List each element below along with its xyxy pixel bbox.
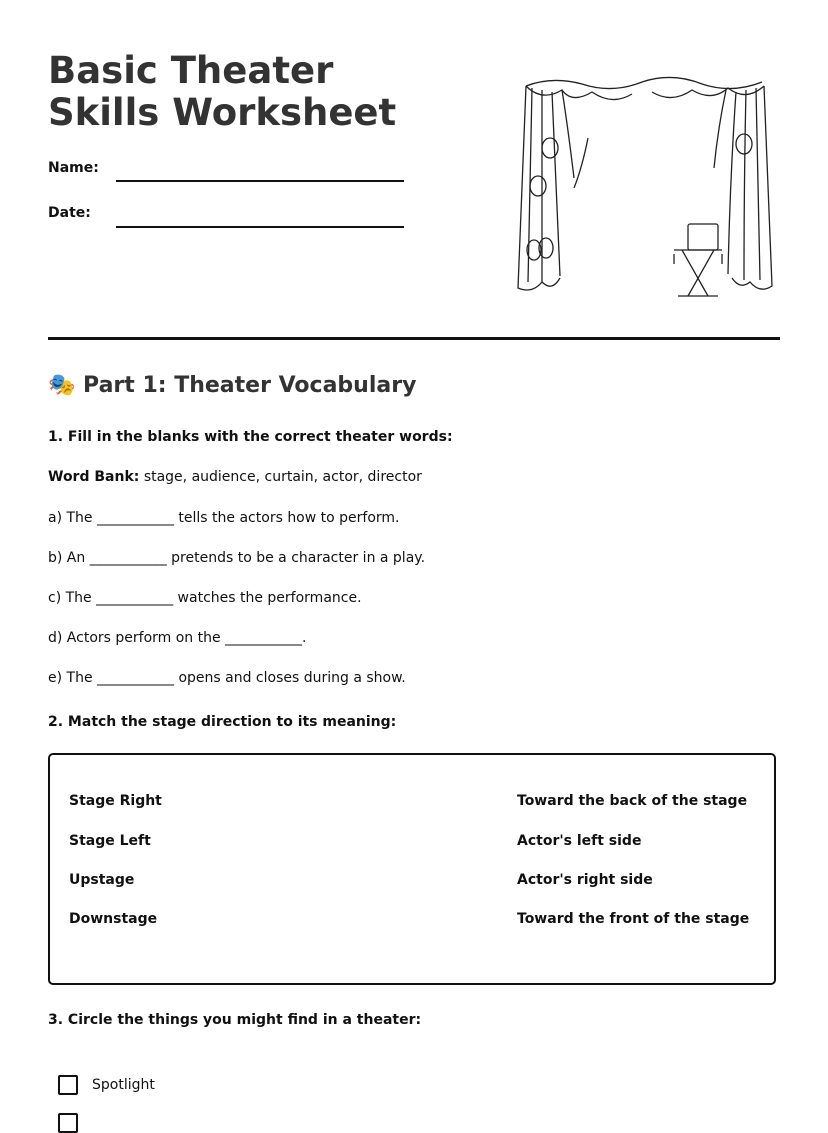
match-right-item[interactable]: Toward the front of the stage xyxy=(517,911,750,927)
checklist-item[interactable] xyxy=(58,1075,155,1095)
fill-blank-b[interactable]: b) An ___________ pretends to be a character in a play. xyxy=(48,550,426,566)
match-left-item[interactable]: Upstage xyxy=(69,872,135,888)
question-3-heading: 3. Circle the things you might find in a theater: xyxy=(48,1012,422,1028)
match-left-item[interactable]: Downstage xyxy=(69,911,158,927)
part1-heading-text: 🎭 Part 1: Theater Vocabulary xyxy=(48,373,417,398)
fill-blank-e[interactable]: e) The ___________ opens and closes during a show. xyxy=(48,670,406,686)
name-field[interactable] xyxy=(116,180,404,182)
match-left-item[interactable]: Stage Right xyxy=(69,793,162,809)
fill-blank-c[interactable]: c) The ___________ watches the performance. xyxy=(48,590,362,606)
word-bank xyxy=(48,469,422,485)
date-field[interactable] xyxy=(116,226,404,228)
page-title: Basic Theater Skills Worksheet xyxy=(48,49,397,134)
fill-blank-d[interactable]: d) Actors perform on the ___________. xyxy=(48,630,307,646)
question-1-heading: 1. Fill in the blanks with the correct theater words: xyxy=(48,429,453,445)
checkbox[interactable] xyxy=(58,1075,78,1095)
checklist-label: Spotlight xyxy=(92,1077,155,1093)
date-label: Date: xyxy=(48,205,91,221)
matching-box xyxy=(48,753,776,985)
question-2-heading: 2. Match the stage direction to its meaning: xyxy=(48,714,397,730)
fill-blank-a[interactable]: a) The ___________ tells the actors how to perform. xyxy=(48,510,400,526)
match-left-item[interactable]: Stage Left xyxy=(69,833,151,849)
match-right-item[interactable]: Toward the back of the stage xyxy=(517,793,748,809)
match-right-item[interactable]: Actor's left side xyxy=(517,833,642,849)
word-bank-label: Word Bank: xyxy=(48,469,140,485)
word-bank-words: stage, audience, curtain, actor, director xyxy=(143,469,422,485)
stage-curtain-illustration xyxy=(512,68,778,304)
name-label: Name: xyxy=(48,160,99,176)
match-right-item[interactable]: Actor's right side xyxy=(517,872,653,888)
section-heading-vocabulary xyxy=(48,373,416,398)
header-divider xyxy=(48,337,780,340)
checkbox[interactable] xyxy=(58,1113,78,1133)
